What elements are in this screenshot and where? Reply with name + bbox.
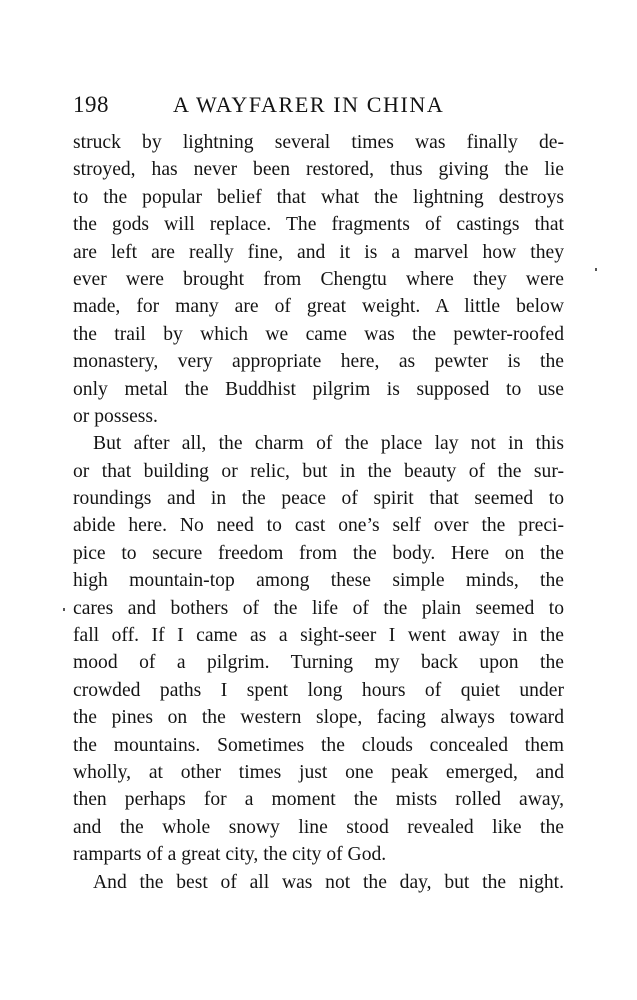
text-line: the gods will replace. The fragments of castings that	[73, 214, 564, 236]
body-text	[73, 129, 564, 896]
text-line: ever were brought from Chengtu where they were	[73, 268, 564, 290]
paragraph-3	[73, 869, 564, 896]
text-line: to the popular belief that what the lightning destroys	[73, 186, 564, 208]
text-line: crowded paths I spent long hours of quiet under	[73, 679, 564, 701]
text-line: or that building or relic, but in the beauty of the sur-	[73, 460, 564, 482]
text-line: then perhaps for a moment the mists rolled away,	[73, 789, 564, 811]
scan-speck	[595, 268, 597, 271]
text-line: high mountain-top among these simple minds, the	[73, 570, 564, 592]
paragraph-2	[73, 430, 564, 868]
text-line: and the whole snowy line stood revealed like the	[73, 816, 564, 838]
text-line: only metal the Buddhist pilgrim is supposed to use	[73, 378, 564, 400]
text-line: But after all, the charm of the place lay not in this	[93, 433, 564, 455]
text-line: wholly, at other times just one peak emerged, and	[73, 761, 564, 783]
text-line: the pines on the western slope, facing always toward	[73, 707, 564, 729]
text-line: mood of a pilgrim. Turning my back upon the	[73, 652, 564, 674]
text-line: struck by lightning several times was finally de-	[73, 132, 564, 153]
text-line: fall off. If I came as a sight-seer I went away in the	[73, 625, 564, 647]
text-line: And the best of all was not the day, but the night.	[93, 871, 564, 893]
text-line: the mountains. Sometimes the clouds concealed them	[73, 734, 564, 756]
text-line: monastery, very appropriate here, as pewter is the	[73, 351, 564, 373]
text-line: ramparts of a great city, the city of God.	[73, 844, 387, 866]
page-header	[73, 92, 573, 126]
text-line: cares and bothers of the life of the plain seemed to	[73, 597, 564, 619]
text-line: roundings and in the peace of spirit that seemed to	[73, 488, 564, 510]
text-line: or possess.	[73, 405, 158, 427]
text-line: are left are really fine, and it is a marvel how they	[73, 241, 564, 263]
page-number: 198	[73, 92, 109, 117]
text-line: abide here. No need to cast one’s self over the preci-	[73, 515, 564, 537]
running-head: A WAYFARER IN CHINA	[173, 92, 445, 117]
text-line: pice to secure freedom from the body. Here on the	[73, 542, 564, 564]
paragraph-1	[73, 129, 564, 430]
text-line: made, for many are of great weight. A little below	[73, 296, 564, 318]
text-line: stroyed, has never been restored, thus giving the lie	[73, 159, 564, 181]
scan-speck	[63, 608, 65, 611]
text-line: the trail by which we came was the pewter-roofed	[73, 323, 564, 345]
